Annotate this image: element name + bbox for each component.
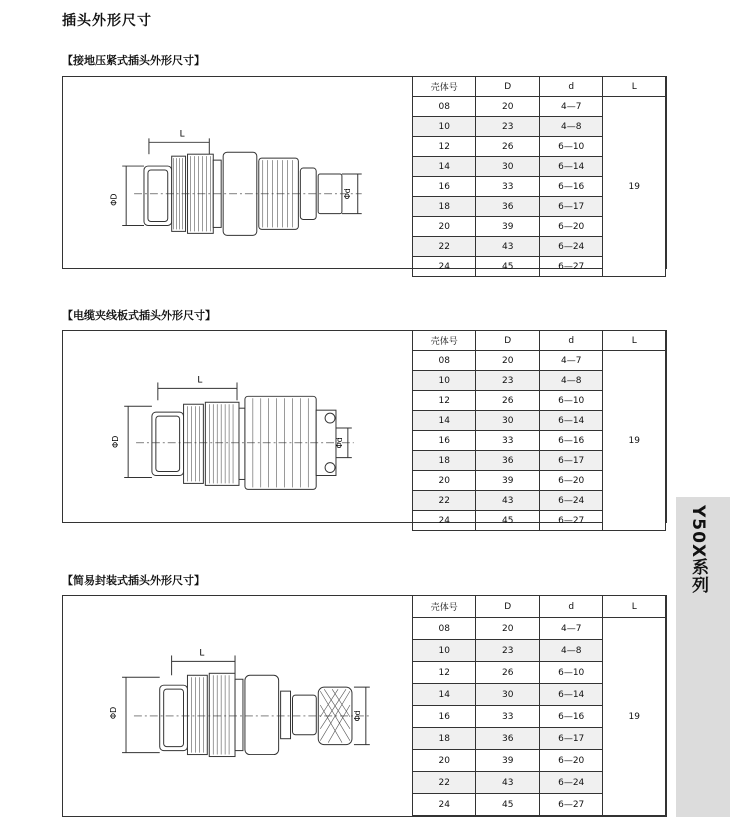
- table-row: [413, 97, 666, 117]
- table-row: [413, 351, 666, 371]
- dim-label-d: Φd: [334, 437, 344, 449]
- dim-label-D: ΦD: [109, 193, 119, 206]
- section-heading-2: 【电缆夹线板式插头外形尺寸】: [62, 309, 216, 322]
- cell-d: 6—17: [539, 451, 602, 471]
- cell-shell: 22: [413, 772, 476, 794]
- cell-d: 6—24: [539, 237, 602, 257]
- cell-D: 43: [476, 237, 539, 257]
- plug-drawing-1: [63, 77, 413, 268]
- cell-shell: 14: [413, 157, 476, 177]
- cell-L: 19: [603, 97, 666, 277]
- cell-d: 6—14: [539, 157, 602, 177]
- cell-D: 23: [476, 117, 539, 137]
- cell-shell: 08: [413, 97, 476, 117]
- section-heading-1: 【接地压紧式插头外形尺寸】: [62, 54, 205, 67]
- header-D: D: [476, 77, 539, 97]
- cell-D: 23: [476, 371, 539, 391]
- panel-cable-clamp-plug: [62, 330, 667, 526]
- cell-D: 33: [476, 177, 539, 197]
- cell-shell: 22: [413, 491, 476, 511]
- cell-d: 4—7: [539, 618, 602, 640]
- cell-D: 36: [476, 728, 539, 750]
- cell-D: 45: [476, 511, 539, 531]
- cell-shell: 08: [413, 618, 476, 640]
- cell-shell: 20: [413, 217, 476, 237]
- cell-d: 6—27: [539, 511, 602, 531]
- cell-d: 6—17: [539, 197, 602, 217]
- cell-d: 6—24: [539, 491, 602, 511]
- cell-D: 26: [476, 391, 539, 411]
- cell-d: 6—10: [539, 137, 602, 157]
- cell-shell: 10: [413, 640, 476, 662]
- header-L: L: [603, 77, 666, 97]
- dim-label-L: L: [197, 375, 203, 386]
- cell-shell: 20: [413, 471, 476, 491]
- spec-table-3: [412, 595, 666, 816]
- cell-D: 30: [476, 684, 539, 706]
- series-side-tab: [676, 497, 730, 817]
- cell-D: 36: [476, 197, 539, 217]
- cell-shell: 10: [413, 117, 476, 137]
- cell-D: 26: [476, 137, 539, 157]
- cell-D: 30: [476, 157, 539, 177]
- dim-label-D: ΦD: [109, 706, 119, 720]
- cell-shell: 16: [413, 177, 476, 197]
- header-D: D: [476, 596, 539, 618]
- spec-table-1: [412, 76, 666, 277]
- cell-shell: 08: [413, 351, 476, 371]
- cell-d: 6—17: [539, 728, 602, 750]
- table-header-row: [413, 596, 666, 618]
- cell-D: 43: [476, 491, 539, 511]
- cell-L: 19: [603, 618, 666, 816]
- dim-label-d: Φd: [352, 710, 362, 722]
- header-L: L: [603, 331, 666, 351]
- cell-d: 6—27: [539, 257, 602, 277]
- table-row: [413, 618, 666, 640]
- dim-label-L: L: [199, 648, 205, 659]
- plug-drawing-2: [63, 331, 413, 522]
- table-header-row: [413, 77, 666, 97]
- series-label: Y50X系列: [688, 505, 708, 595]
- cell-D: 20: [476, 351, 539, 371]
- cell-d: 4—8: [539, 117, 602, 137]
- header-shell: 壳体号: [413, 596, 476, 618]
- header-D: D: [476, 331, 539, 351]
- header-d: d: [539, 331, 602, 351]
- panel-grounding-plug: [62, 76, 667, 272]
- cell-d: 6—16: [539, 431, 602, 451]
- cell-shell: 24: [413, 511, 476, 531]
- cell-d: 6—20: [539, 471, 602, 491]
- cell-shell: 12: [413, 391, 476, 411]
- cell-shell: 18: [413, 197, 476, 217]
- cell-d: 4—8: [539, 371, 602, 391]
- cell-shell: 12: [413, 137, 476, 157]
- cell-D: 20: [476, 618, 539, 640]
- cell-shell: 16: [413, 431, 476, 451]
- cell-D: 26: [476, 662, 539, 684]
- dim-label-L: L: [179, 129, 185, 140]
- cell-d: 6—14: [539, 411, 602, 431]
- cell-d: 6—20: [539, 750, 602, 772]
- cell-shell: 16: [413, 706, 476, 728]
- cell-shell: 24: [413, 257, 476, 277]
- cell-D: 39: [476, 750, 539, 772]
- cell-d: 4—7: [539, 97, 602, 117]
- panel-simple-sealed-plug: [62, 595, 667, 817]
- cell-shell: 24: [413, 794, 476, 816]
- cell-D: 20: [476, 97, 539, 117]
- spec-table-2: [412, 330, 666, 531]
- cell-D: 33: [476, 431, 539, 451]
- dim-label-D: ΦD: [111, 435, 121, 448]
- section-heading-3: 【简易封装式插头外形尺寸】: [62, 574, 205, 587]
- cell-d: 6—10: [539, 662, 602, 684]
- cell-shell: 20: [413, 750, 476, 772]
- cell-D: 45: [476, 794, 539, 816]
- dim-label-d: Φd: [342, 188, 352, 200]
- cell-d: 6—27: [539, 794, 602, 816]
- cell-shell: 18: [413, 728, 476, 750]
- cell-d: 6—24: [539, 772, 602, 794]
- header-d: d: [539, 77, 602, 97]
- page-title: 插头外形尺寸: [62, 13, 152, 29]
- header-shell: 壳体号: [413, 331, 476, 351]
- cell-d: 6—14: [539, 684, 602, 706]
- cell-D: 33: [476, 706, 539, 728]
- cell-shell: 14: [413, 411, 476, 431]
- header-shell: 壳体号: [413, 77, 476, 97]
- cell-shell: 22: [413, 237, 476, 257]
- cell-d: 4—7: [539, 351, 602, 371]
- cell-D: 43: [476, 772, 539, 794]
- cell-L: 19: [603, 351, 666, 531]
- header-L: L: [603, 596, 666, 618]
- cell-D: 45: [476, 257, 539, 277]
- cell-D: 30: [476, 411, 539, 431]
- cell-d: 6—16: [539, 177, 602, 197]
- cell-D: 36: [476, 451, 539, 471]
- cell-d: 4—8: [539, 640, 602, 662]
- cell-shell: 14: [413, 684, 476, 706]
- cell-D: 39: [476, 471, 539, 491]
- cell-shell: 18: [413, 451, 476, 471]
- cell-d: 6—10: [539, 391, 602, 411]
- table-header-row: [413, 331, 666, 351]
- cell-d: 6—16: [539, 706, 602, 728]
- cell-D: 23: [476, 640, 539, 662]
- cell-shell: 12: [413, 662, 476, 684]
- header-d: d: [539, 596, 602, 618]
- cell-d: 6—20: [539, 217, 602, 237]
- cell-D: 39: [476, 217, 539, 237]
- cell-shell: 10: [413, 371, 476, 391]
- plug-drawing-3: [63, 596, 413, 816]
